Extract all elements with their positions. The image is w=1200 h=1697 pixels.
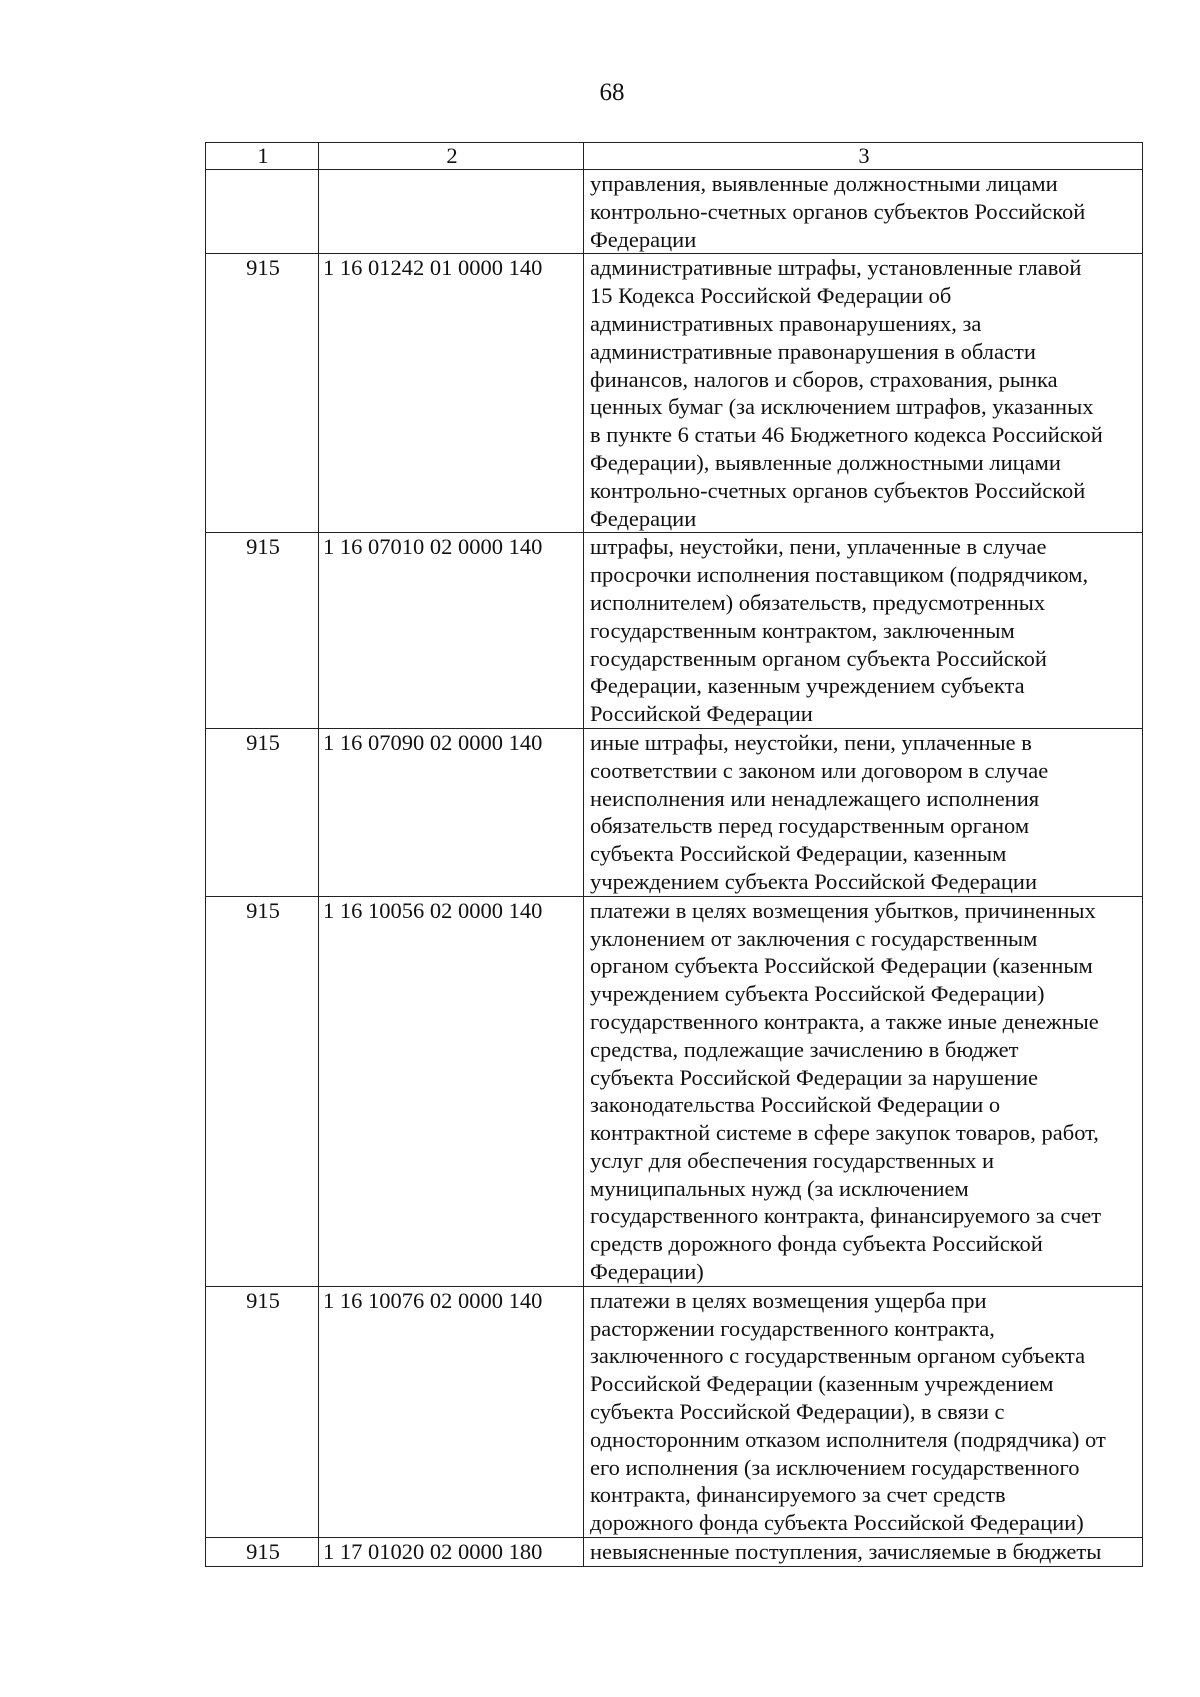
description-line: финансов, налогов и сборов, страхования, рынка [590, 366, 1058, 392]
description-line: исполнителем) обязательств, предусмотренных [590, 589, 1046, 615]
description-line: контрактной системе в сфере закупок товаров, работ, [590, 1120, 1099, 1146]
revenue-description-cell [584, 1538, 1143, 1567]
budget-classification-code-cell [319, 170, 584, 254]
description-line: услуг для обеспечения государственных и [590, 1147, 995, 1173]
budget-classification-code-cell: 1 17 01020 02 0000 180 [319, 1538, 584, 1567]
description-line: обязательств перед государственным органом [590, 813, 1030, 839]
revenue-description-cell [584, 1286, 1143, 1537]
description-line: Федерации [590, 505, 697, 531]
revenue-description-cell [584, 170, 1143, 254]
admin-code-cell: 915 [206, 533, 319, 729]
description-line: субъекта Российской Федерации), в связи с [590, 1399, 1005, 1425]
description-line: платежи в целях возмещения убытков, причиненных [590, 897, 1096, 923]
table-body [206, 170, 1143, 1567]
revenue-description-cell [584, 533, 1143, 729]
description-line: дорожного фонда субъекта Российской Федерации) [590, 1510, 1084, 1536]
description-line: субъекта Российской Федерации, казенным [590, 841, 1007, 867]
description-line: законодательства Российской Федерации о [590, 1092, 1001, 1118]
table-row [206, 728, 1143, 896]
budget-classification-code-cell: 1 16 10076 02 0000 140 [319, 1286, 584, 1537]
header-col-3: 3 [584, 143, 1143, 170]
description-line: административных правонарушениях, за [590, 310, 982, 336]
admin-code-cell [206, 170, 319, 254]
description-line: в пункте 6 статьи 46 Бюджетного кодекса Российской [590, 422, 1103, 448]
description-line: государственного контракта, а также иные денежные [590, 1008, 1099, 1034]
revenue-description-cell [584, 254, 1143, 533]
description-line: учреждением субъекта Российской Федерации [590, 868, 1037, 894]
budget-classification-code-cell: 1 16 01242 01 0000 140 [319, 254, 584, 533]
description-line: невыясненные поступления, зачисляемые в бюджеты [590, 1539, 1102, 1565]
budget-codes-table [205, 142, 1143, 1567]
table-row [206, 1538, 1143, 1567]
description-line: средства, подлежащие зачислению в бюджет [590, 1036, 1019, 1062]
description-line: административные штрафы, установленные главой [590, 255, 1082, 281]
page-number: 68 [599, 79, 625, 106]
description-line: иные штрафы, неустойки, пени, уплаченные в [590, 729, 1032, 755]
description-line: контракта, финансируемого за счет средств [590, 1482, 1006, 1508]
admin-code-cell: 915 [206, 896, 319, 1286]
table-row [206, 896, 1143, 1286]
description-line: неисполнения или ненадлежащего исполнения [590, 785, 1040, 811]
description-line: контрольно-счетных органов субъектов Российской [590, 477, 1086, 503]
description-line: его исполнения (за исключением государственного [590, 1454, 1080, 1480]
table-row [206, 170, 1143, 254]
description-line: заключенного с государственным органом субъекта [590, 1343, 1086, 1369]
description-line: расторжении государственного контракта, [590, 1315, 995, 1341]
description-line: Федерации) [590, 1259, 704, 1285]
description-line: государственным органом субъекта Российской [590, 645, 1047, 671]
revenue-description-cell [584, 728, 1143, 896]
description-line: односторонним отказом исполнителя (подрядчика) от [590, 1426, 1106, 1452]
description-line: средств дорожного фонда субъекта Российской [590, 1231, 1043, 1257]
description-line: Федерации [590, 226, 697, 252]
admin-code-cell: 915 [206, 1538, 319, 1567]
description-line: муниципальных нужд (за исключением [590, 1175, 969, 1201]
description-line: Федерации), выявленные должностными лицами [590, 449, 1061, 475]
table-row [206, 254, 1143, 533]
description-line: управления, выявленные должностными лицами [590, 171, 1058, 196]
description-line: штрафы, неустойки, пени, уплаченные в случае [590, 534, 1047, 560]
revenue-description-cell [584, 896, 1143, 1286]
description-line: административные правонарушения в области [590, 338, 1036, 364]
table-row [206, 533, 1143, 729]
description-line: соответствии с законом или договором в случае [590, 757, 1049, 783]
description-line: органом субъекта Российской Федерации (казенным [590, 953, 1093, 979]
description-line: ценных бумаг (за исключением штрафов, указанных [590, 394, 1094, 420]
description-line: просрочки исполнения поставщиком (подрядчиком, [590, 562, 1089, 588]
admin-code-cell: 915 [206, 1286, 319, 1537]
budget-classification-code-cell: 1 16 10056 02 0000 140 [319, 896, 584, 1286]
description-line: Федерации, казенным учреждением субъекта [590, 673, 1025, 699]
description-line: учреждением субъекта Российской Федерации) [590, 981, 1045, 1007]
header-col-1: 1 [206, 143, 319, 170]
description-line: субъекта Российской Федерации за нарушение [590, 1064, 1039, 1090]
description-line: контрольно-счетных органов субъектов Российской [590, 198, 1086, 224]
table-row [206, 1286, 1143, 1537]
admin-code-cell: 915 [206, 254, 319, 533]
description-line: Российской Федерации [590, 701, 813, 727]
header-col-2: 2 [319, 143, 584, 170]
budget-classification-code-cell: 1 16 07010 02 0000 140 [319, 533, 584, 729]
description-line: государственным контрактом, заключенным [590, 617, 1015, 643]
description-line: платежи в целях возмещения ущерба при [590, 1287, 987, 1313]
budget-classification-code-cell: 1 16 07090 02 0000 140 [319, 728, 584, 896]
admin-code-cell: 915 [206, 728, 319, 896]
description-line: государственного контракта, финансируемого за счет [590, 1203, 1102, 1229]
description-line: уклонением от заключения с государственным [590, 925, 1038, 951]
table-header-row [206, 143, 1143, 170]
description-line: 15 Кодекса Российской Федерации об [590, 283, 952, 309]
description-line: Российской Федерации (казенным учреждением [590, 1371, 1054, 1397]
